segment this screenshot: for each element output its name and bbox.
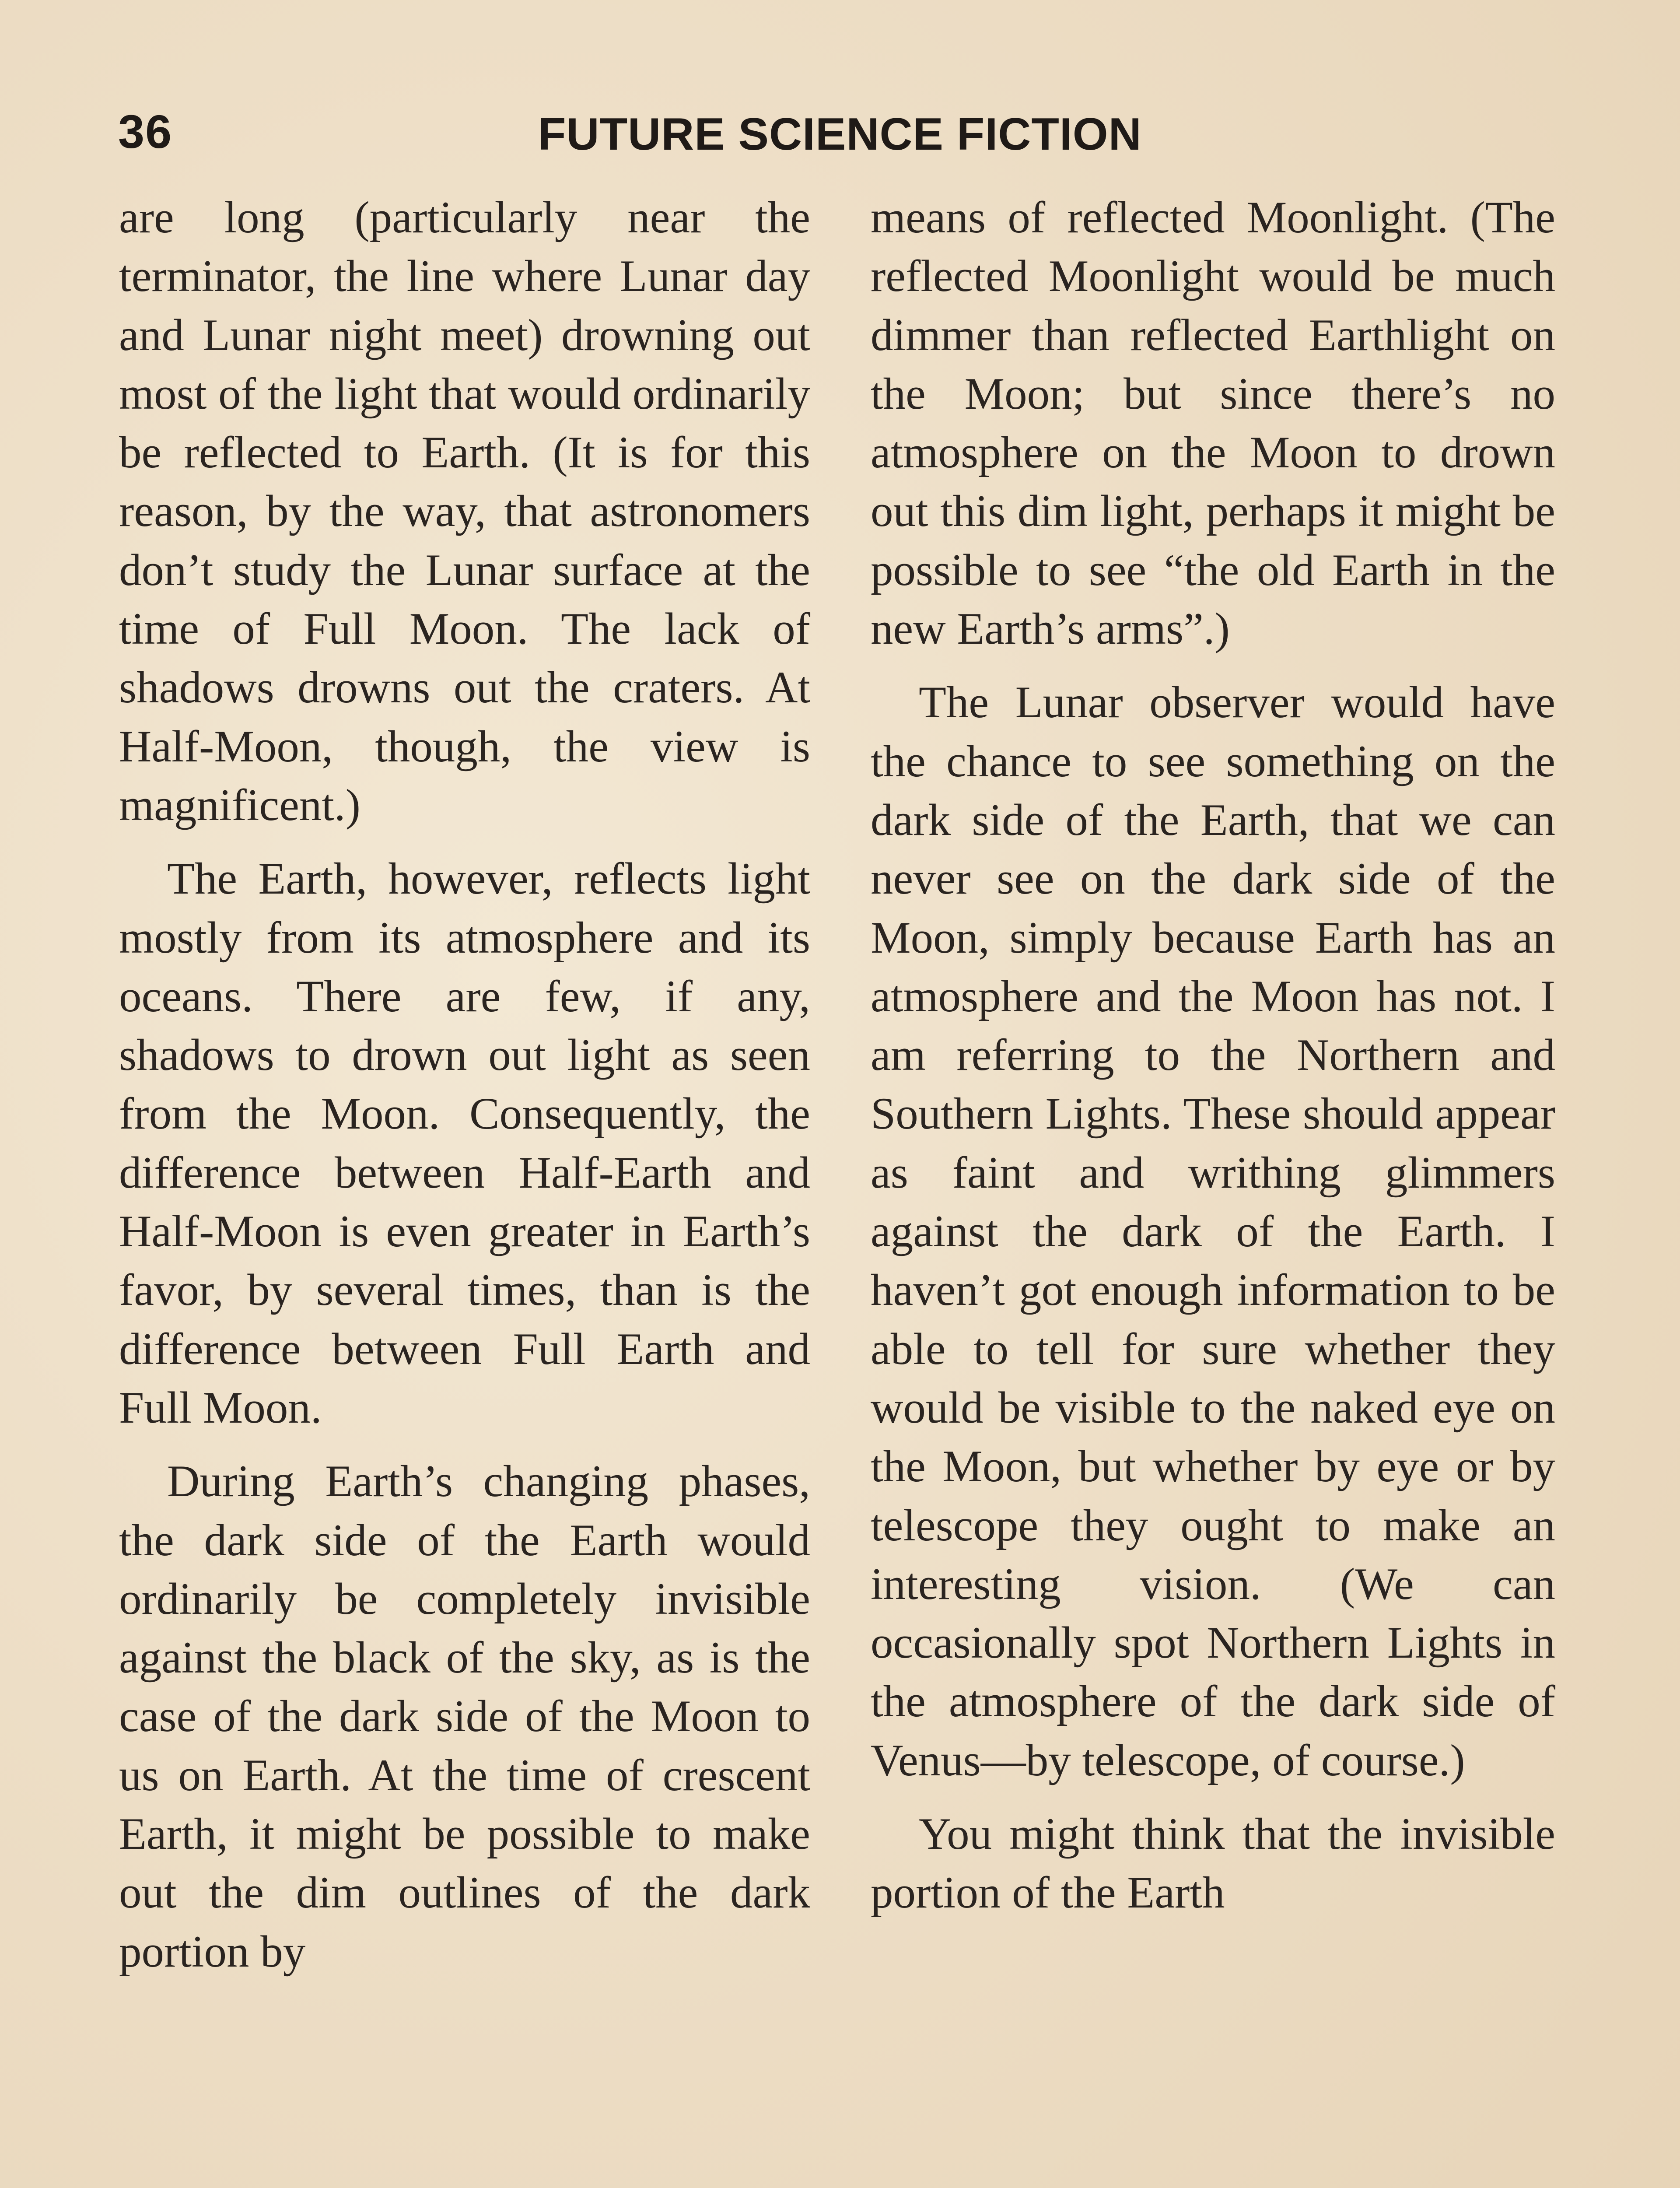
paragraph: The Lunar observer would have the chance to see something on the dark side of the Earth, that we can never see on the dark side of the Moon, simply because Earth has an atmosphere and the Moon has not. I am referring to the Northern and Southern Lights. These should appear as faint and writhing glimmers against the dark of the Earth. I haven’t got enough information to be able to tell for sure whether they would be visible to the naked eye on the Moon, but whether by eye or by telescope they ought to make an interesting vision. (We can occasionally spot Northern Lights in the atmosphere of the dark side of Venus—by telescope, of course.) <box>871 677 1555 1785</box>
paragraph: The Earth, however, reflects light mostly from its atmosphere and its oceans. There are few, if any, shadows to drown out light as seen from the Moon. Consequently, the difference between Half-Earth and Half-Moon is even greater in Earth’s favor, by several times, than is the difference between Full Earth and Full Moon. <box>119 854 810 1433</box>
paragraph: means of reflected Moonlight. (The reflected Moonlight would be much dimmer than reflected Earthlight on the Moon; but since there’s no atmosphere on the Moon to drown out this dim light, perhaps it might be possible to see “the old Earth in the new Earth’s arms”.) <box>871 193 1555 654</box>
paragraph: You might think that the invisible portion of the Earth <box>871 1809 1555 1918</box>
paragraph: During Earth’s changing phases, the dark side of the Earth would ordinarily be completely invisible against the black of the sky, as is the case of the dark side of the Moon to us on Earth. At the time of crescent Earth, it might be possible to make out the dim outlines of the dark portion by <box>119 1456 810 1977</box>
running-title: FUTURE SCIENCE FICTION <box>538 109 1142 160</box>
paragraph: are long (particularly near the terminator, the line where Lunar day and Lunar night meet) drowning out most of the light that would ordinarily be reflected to Earth. (It is for this reason, by the way, that astronomers don’t study the Lunar surface at the time of Full Moon. The lack of shadows drowns out the craters. At Half-Moon, though, the view is magnificent.) <box>119 193 810 830</box>
page-number: 36 <box>118 105 173 158</box>
left-column <box>119 188 810 1981</box>
page-header <box>118 96 1584 162</box>
right-column <box>871 188 1555 1922</box>
